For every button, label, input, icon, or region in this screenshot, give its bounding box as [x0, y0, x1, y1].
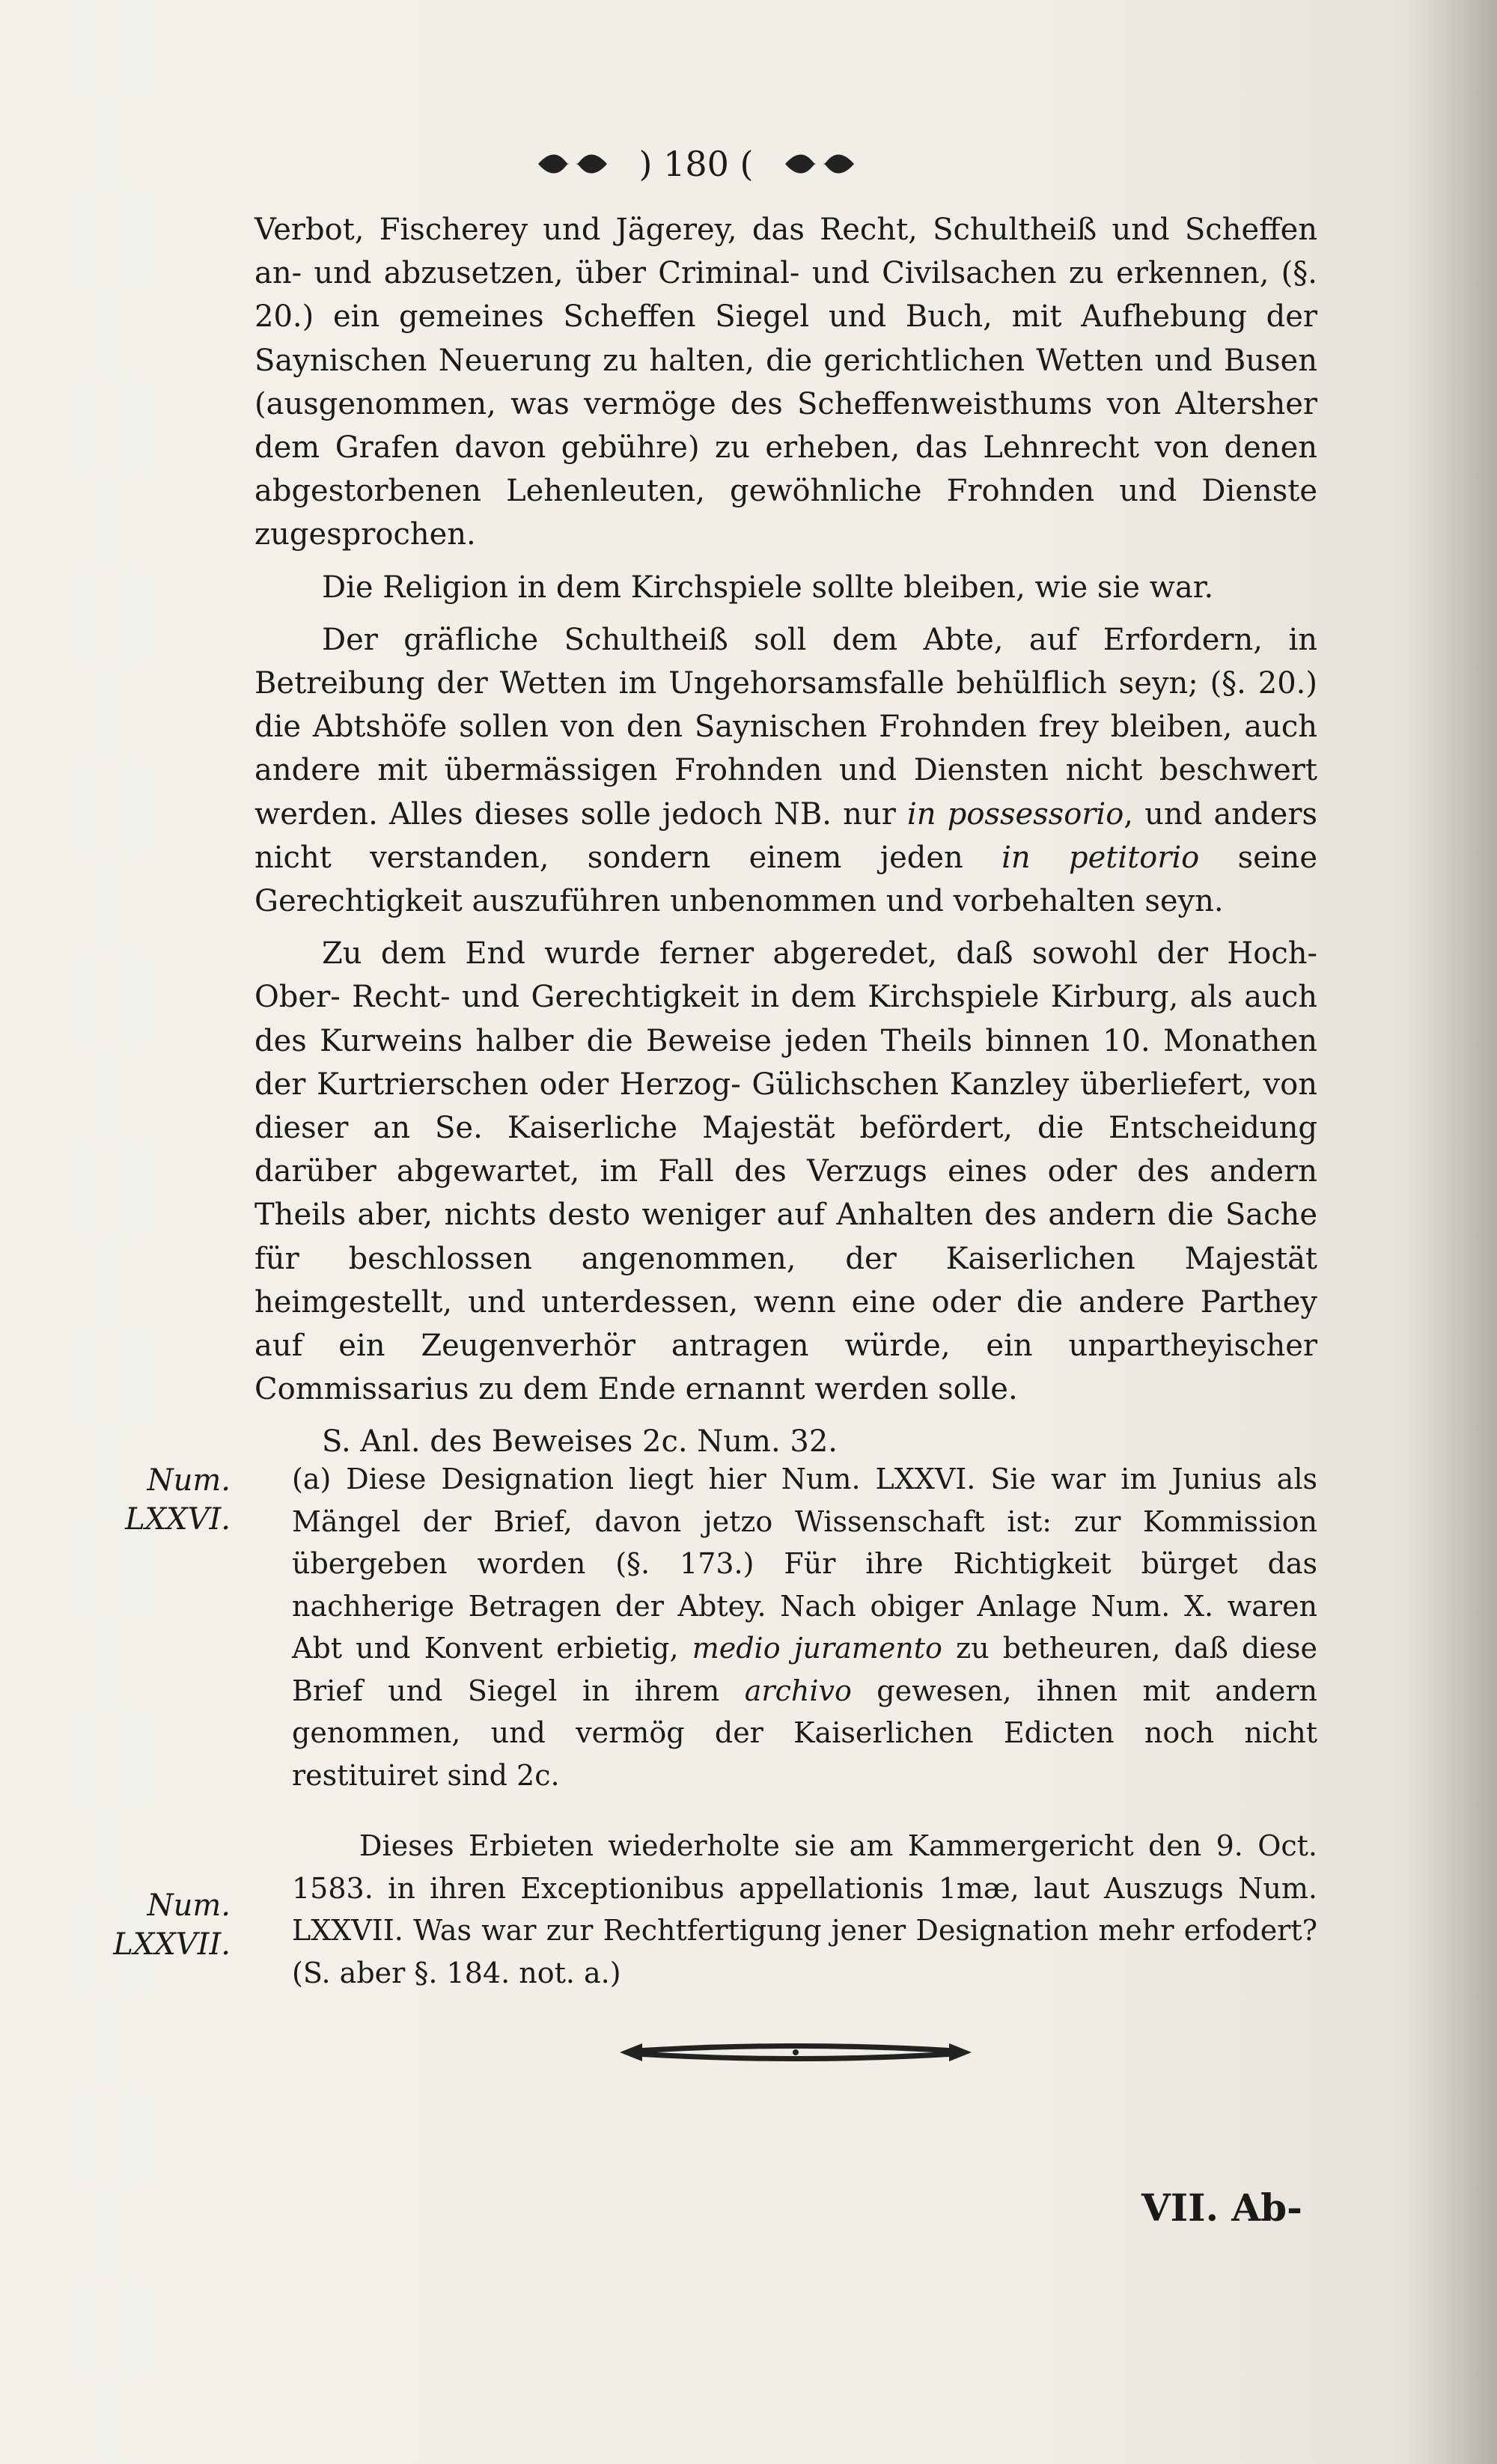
footnote-a-part-b: zu betheuren, daß diese Brief und Siegel in ihrem: [292, 1632, 1317, 1707]
page-header: [0, 138, 1392, 186]
margin-note-1-label: Num.: [147, 1463, 231, 1498]
latin-term-archivo: archivo: [744, 1674, 852, 1707]
ornament-left-icon: [535, 150, 610, 177]
margin-note-2-label: Num.: [147, 1888, 231, 1923]
paragraph-3-part-b: , und anders nicht verstanden, sondern einem jeden: [254, 796, 1317, 875]
page-number: ) 180 (: [638, 144, 754, 184]
footnote-continuation: [292, 1825, 1317, 1994]
reference-line: S. Anl. des Beweises 2c. Num. 32.: [322, 1424, 838, 1460]
paragraph-4: Zu dem End wurde ferner abgeredet, daß sowohl der Hoch- Ober- Recht- und Gerechtigkeit in dem Kirchspiele Kirburg, als auch des Kurweins halber die Beweise jeden Theils binnen 10. Monathen der Kurtrierschen oder Herzog- Gülichschen Kanzley überliefert, von dieser an Se. Kaiserliche Majestät befördert, die Entscheidung darüber abgewartet, im Fall des Verzugs eines oder des andern Theils aber, nichts desto weniger auf Anhalten des andern die Sache für beschlossen angenommen, der Kaiserlichen Majestät heimgestellt, und unterdessen, wenn eine oder die andere Parthey auf ein Zeugenverhör antragen würde, ein unpartheyischer Commissarius zu dem Ende ernannt werden solle.: [254, 936, 1317, 1407]
margin-note-1-number: LXXVI.: [125, 1502, 231, 1537]
paragraph-3-part-c: seine Gerechtigkeit auszuführen unbenommen und vorbehalten seyn.: [254, 840, 1317, 919]
margin-note-num-lxxvii: [81, 1886, 231, 1964]
page-binding-shadow: [1407, 0, 1497, 2464]
footnote-continuation-text: Dieses Erbieten wiederholte sie am Kammergericht den 9. Oct. 1583. in ihren Exceptionibus appellationis 1mæ, laut Auszugs Num. LXXVII. Was war zur Rechtfertigung jener Designation mehr erfodert? (S. aber §. 184. not. a.): [292, 1829, 1317, 1989]
paragraph-2: Die Religion in dem Kirchspiele sollte bleiben, wie sie war.: [322, 570, 1214, 605]
paragraph-3: [254, 618, 1317, 923]
paragraph-3-part-a: Der gräfliche Schultheiß soll dem Abte, auf Erfordern, in Betreibung der Wetten im Ungehorsamsfalle behülflich seyn; (§. 20.) die Abtshöfe sollen von den Saynischen Frohnden frey bleiben, auch andere mit übermässigen Frohnden und Diensten nicht beschwert werden. Alles dieses solle jedoch NB. nur: [254, 622, 1317, 832]
footnote-a: [292, 1458, 1317, 1796]
margin-note-2-number: LXXVII.: [113, 1927, 231, 1962]
footnote-a-part-a: (a) Diese Designation liegt hier Num. LXXVI. Sie war im Junius als Mängel der Brief, davon jetzo Wissenschaft ist: zur Kommission übergeben worden (§. 173.) Für ihre Richtigkeit bürget das nachherige Betragen der Abtey. Nach obiger Anlage Num. X. waren Abt und Konvent erbietig,: [292, 1463, 1317, 1665]
latin-term-medio-juramento: medio juramento: [692, 1632, 942, 1665]
latin-term-possessorio: in possessorio: [907, 796, 1124, 832]
paragraph-1: Verbot, Fischerey und Jägerey, das Recht, Schultheiß und Scheffen an- und abzusetzen, über Criminal- und Civilsachen zu erkennen, (§. 20.) ein gemeines Scheffen Siegel und Buch, mit Aufhebung der Saynischen Neuerung zu halten, die gerichtlichen Wetten und Busen (ausgenommen, was vermöge des Scheffenweisthums von Altersher dem Grafen davon gebühre) zu erheben, das Lehnrecht von denen abgestorbenen Lehenleuten, gewöhnliche Frohnden und Dienste zugesprochen.: [254, 213, 1317, 552]
margin-note-num-lxxvi: [81, 1461, 231, 1539]
latin-term-petitorio: in petitorio: [1001, 840, 1200, 875]
catchword: VII. Ab-: [1141, 2186, 1302, 2230]
footnote-a-part-c: gewesen, ihnen mit andern genommen, und vermög der Kaiserlichen Edicten noch nicht restituiret sind 2c.: [292, 1674, 1317, 1792]
ornamental-divider-icon: [612, 2037, 979, 2067]
main-text: [254, 208, 1317, 1473]
footnote-a-text: [292, 1458, 1317, 1796]
ornament-right-icon: [782, 150, 857, 177]
